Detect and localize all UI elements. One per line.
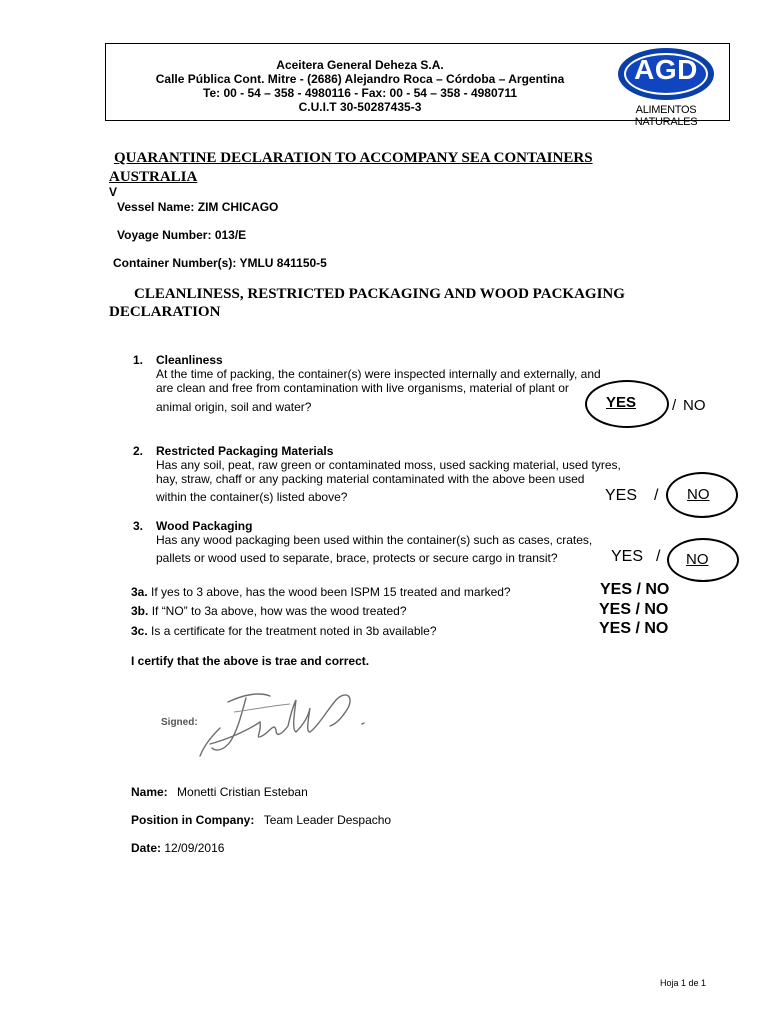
signed-label: Signed:: [161, 717, 198, 728]
container-number-field: [113, 256, 327, 270]
item-2-no: NO: [687, 486, 710, 503]
agd-logo-text: AGD: [634, 54, 698, 85]
voyage-number-field: [117, 228, 246, 242]
section-title-line2: DECLARATION: [109, 304, 221, 320]
item-3-no: NO: [686, 551, 709, 568]
vessel-name-value: ZIM CHICAGO: [197, 200, 279, 214]
item-1-heading: Cleanliness: [156, 353, 223, 367]
item-2-heading: Restricted Packaging Materials: [156, 444, 334, 458]
company-address: Calle Pública Cont. Mitre - (2686) Alejandro Roca – Córdoba – Argentina: [155, 72, 565, 86]
signature-date-label: Date:: [131, 841, 162, 855]
signature-date-field: [131, 841, 224, 855]
subitem-3b-text: If “NO” to 3a above, how was the wood treated?: [151, 604, 407, 618]
item-3-heading: Wood Packaging: [156, 519, 253, 533]
subitem-3c-text: Is a certificate for the treatment noted in 3b available?: [151, 624, 437, 638]
item-2-number: 2.: [133, 444, 144, 458]
voyage-number-value: 013/E: [214, 228, 247, 242]
subitem-3b: [131, 604, 407, 618]
company-phone-fax: Te: 00 - 54 – 358 - 4980116 - Fax: 00 - 54 – 358 - 4980711: [203, 86, 517, 100]
company-name: Aceitera General Deheza S.A.: [276, 58, 444, 72]
vessel-name-field: [117, 200, 278, 214]
container-number-label: Container Number(s):: [113, 256, 237, 270]
signer-position-value: Team Leader Despacho: [263, 813, 392, 827]
subitem-3c-label: 3c.: [131, 624, 148, 638]
signer-position-field: [131, 813, 391, 827]
subitem-3b-label: 3b.: [131, 604, 149, 618]
item-3-slash: /: [656, 548, 661, 565]
item-3-text-line1: Has any wood packaging been used within the container(s) such as cases, crates,: [156, 533, 593, 547]
item-1-number: 1.: [133, 353, 144, 367]
item-1-slash: /: [672, 397, 677, 414]
item-1-text-line2: are clean and free from contamination with live organisms, material of plant or: [156, 381, 569, 395]
page-number: Hoja 1 de 1: [660, 978, 707, 988]
container-number-value: YMLU 841150-5: [239, 256, 327, 270]
vessel-name-label: Vessel Name:: [117, 200, 195, 214]
company-cuit: C.U.I.T 30-50287435-3: [298, 100, 422, 114]
signer-name-field: [131, 785, 308, 799]
item-2-slash: /: [654, 487, 659, 504]
item-1-text-line1: At the time of packing, the container(s) were inspected internally and externally, and: [156, 367, 601, 381]
item-1-text-line3: animal origin, soil and water?: [156, 400, 312, 414]
item-3-text-line2: pallets or wood used to separate, brace, protects or secure cargo in transit?: [156, 551, 558, 565]
item-2-text-line1: Has any soil, peat, raw green or contaminated moss, used sacking material, used tyres,: [156, 458, 621, 472]
agd-logo-subtitle: ALIMENTOS NATURALES: [634, 104, 698, 128]
signature-date-value: 12/09/2016: [164, 841, 225, 855]
subitem-3b-options: YES / NO: [599, 601, 669, 618]
item-2-text-line2: hay, straw, chaff or any packing material contaminated with the above been used: [156, 472, 585, 486]
item-2-yes: YES: [605, 487, 638, 504]
subitem-3a-text: If yes to 3 above, has the wood been ISPM 15 treated and marked?: [151, 585, 511, 599]
document-title-line1: QUARANTINE DECLARATION TO ACCOMPANY SEA CONTAINERS: [114, 150, 593, 166]
item-3-yes: YES: [611, 548, 644, 565]
item-1-no: NO: [683, 397, 706, 414]
item-3-number: 3.: [133, 519, 144, 533]
handwritten-signature: [150, 682, 380, 762]
subitem-3a: [131, 585, 511, 599]
document-title-line2: AUSTRALIA: [109, 169, 198, 185]
subitem-3c: [131, 624, 437, 638]
voyage-number-label: Voyage Number:: [117, 228, 212, 242]
title-stray-mark: V: [109, 185, 118, 199]
certification-statement: I certify that the above is trae and correct.: [131, 654, 370, 668]
subitem-3c-options: YES / NO: [599, 620, 669, 637]
item-2-text-line3: within the container(s) listed above?: [156, 490, 348, 504]
subitem-3a-options: YES / NO: [600, 581, 670, 598]
signer-position-label: Position in Company:: [131, 813, 255, 827]
subitem-3a-label: 3a.: [131, 585, 148, 599]
signer-name-value: Monetti Cristian Esteban: [177, 785, 308, 799]
signer-name-label: Name:: [131, 785, 168, 799]
section-title-line1: CLEANLINESS, RESTRICTED PACKAGING AND WOOD PACKAGING: [134, 286, 625, 302]
item-1-yes: YES: [606, 394, 637, 411]
